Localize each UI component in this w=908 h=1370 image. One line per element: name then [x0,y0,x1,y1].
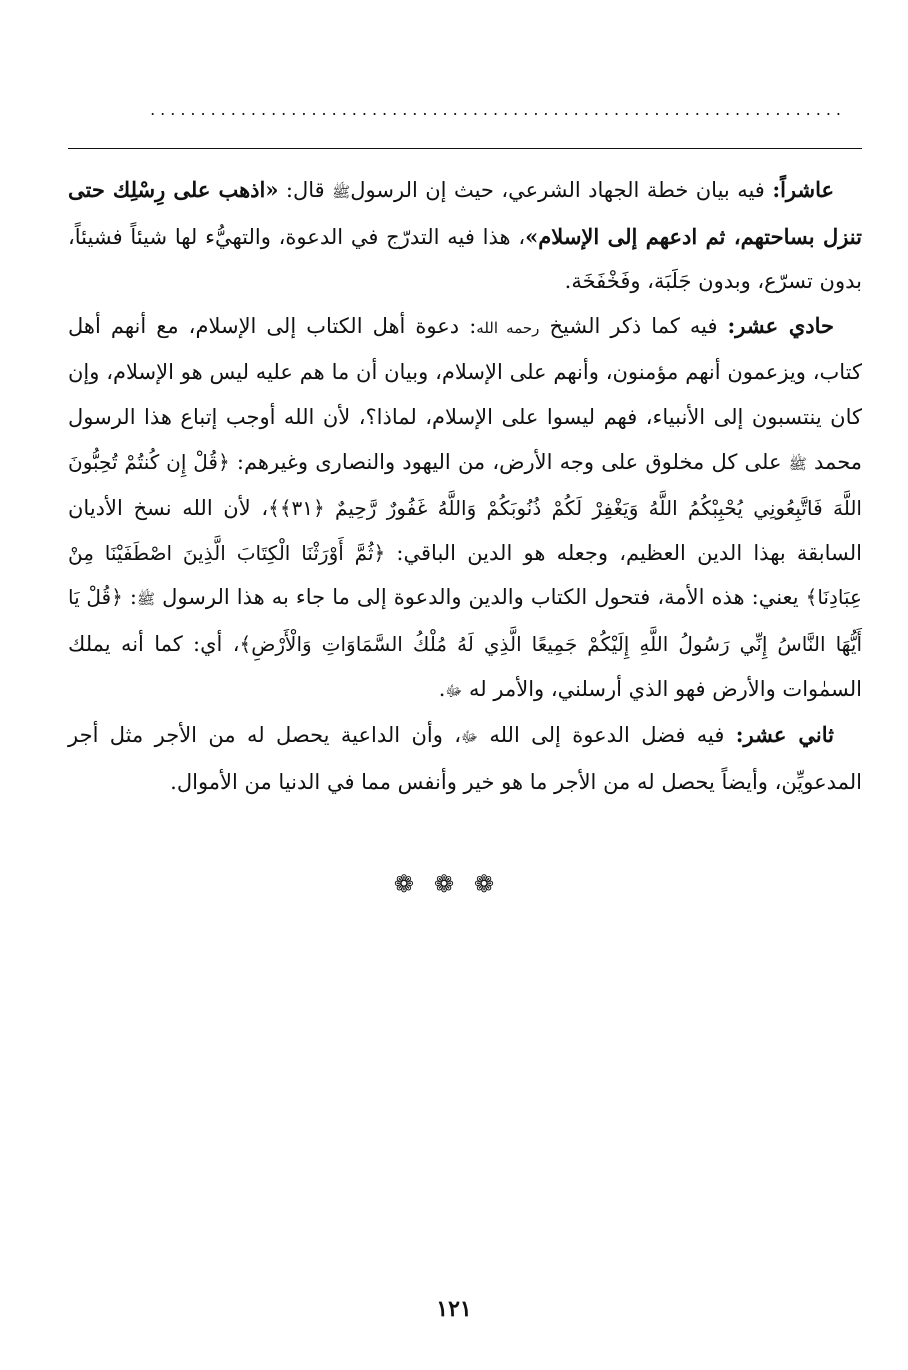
flower-ornament-icon: ❁ [433,870,475,898]
hadith-quote: «اذهب على رِسْلِك حتى تنزل بساحتهم، ثم ادعهم إلى الإسلام» [68,177,862,249]
honorific-glyph: ﷻ [445,681,463,700]
honorific-glyph: ﷻ [461,728,478,747]
paragraph-text: . [438,676,446,701]
paragraph-text: يعني: هذه الأمة، فتحول الكتاب والدين والدعوة إلى ما جاء به هذا الرسول [162,585,806,610]
paragraph-text: : دعوة أهل الكتاب إلى الإسلام، مع أنهم أهل كتاب، ويزعمون أنهم مؤمنون، وأنهم على الإسلام، وبيان أن ما هم عليه ليس هو الإسلام، وإن كان ينتسبون إلى الأنبياء، فهم ليسوا على الإسلام، لماذا؟، لأن الله أوجب إتباع هذا الرسول محمد [68,313,862,474]
paragraph-eleventh [68,304,862,713]
honorific-glyph: ﷺ [788,454,807,473]
paragraph-text: : [122,585,137,610]
honorific-glyph: رحمه الله [476,318,540,337]
section-divider-ornaments [0,870,908,898]
paragraph-label: ثاني عشر: [735,722,834,748]
paragraph-label: عاشراً: [772,177,835,202]
paragraph-text: قال: [278,178,333,202]
flower-ornament-icon: ❁ [393,870,434,898]
paragraph-text: ، هذا فيه التدرّج في الدعوة، والتهيُّء لها شيئاً فشيئاً، بدون تسرّع، وبدون جَلَبَة، وفَخْفَخَة. [68,224,862,294]
header-dotted-line: ..................................................................... [150,103,846,117]
paragraph-text: ، لأن الله نسخ الأديان السابقة بهذا الدين العظيم، وجعله هو الدين الباقي: [68,496,863,565]
paragraph-text: ، أي: كما أنه يملك السمٰوات والأرض فهو الذي أرسلني، والأمر له [68,631,862,701]
paragraph-text: ، وأن الداعية يحصل له من الأجر مثل أجر المدعويِّن، وأيضاً يحصل له من الأجر ما هو خير وأنفس مما في الدنيا من الأموال. [68,723,862,794]
paragraph-twelfth [68,713,862,804]
paragraph-text: فيه فضل الدعوة إلى الله [489,723,736,748]
quran-verse: ﴿قُلْ يَا أَيُّهَا النَّاسُ إِنِّي رَسُولُ اللَّهِ إِلَيْكُمْ جَمِيعًا الَّذِي لَهُ مُلْكُ السَّمَاوَاتِ وَالْأَرْضِ﴾ [68,585,862,656]
paragraph-text: فيه كما ذكر الشيخ [549,313,728,338]
quran-verse: ﴿قُلْ إِن كُنتُمْ تُحِبُّونَ اللَّهَ فَاتَّبِعُونِي يُحْبِبْكُمُ اللَّهُ وَيَغْفِرْ لَكُمْ ذُنُوبَكُمْ وَاللَّهُ غَفُورٌ رَّحِيمٌ ﴿٣١﴾﴾ [68,449,862,521]
page-body [68,168,862,804]
paragraph-tenth [68,168,862,304]
quran-verse: ﴿ثُمَّ أَوْرَثْنَا الْكِتَابَ الَّذِينَ اصْطَفَيْنَا مِنْ عِبَادِنَا﴾ [68,540,862,610]
paragraph-text: على كل مخلوق على وجه الأرض، من اليهود والنصارى وغيرهم: [229,449,789,474]
page-number: ١٢١ [436,1296,472,1322]
paragraph-text: فيه بيان خطة الجهاد الشرعي، حيث إن الرسول [350,178,773,202]
header-rule [68,148,862,149]
flower-ornament-icon: ❁ [474,870,515,898]
honorific-glyph: ﷺ [332,183,351,201]
honorific-glyph: ﷺ [136,590,156,609]
paragraph-label: حادي عشر: [727,312,834,338]
